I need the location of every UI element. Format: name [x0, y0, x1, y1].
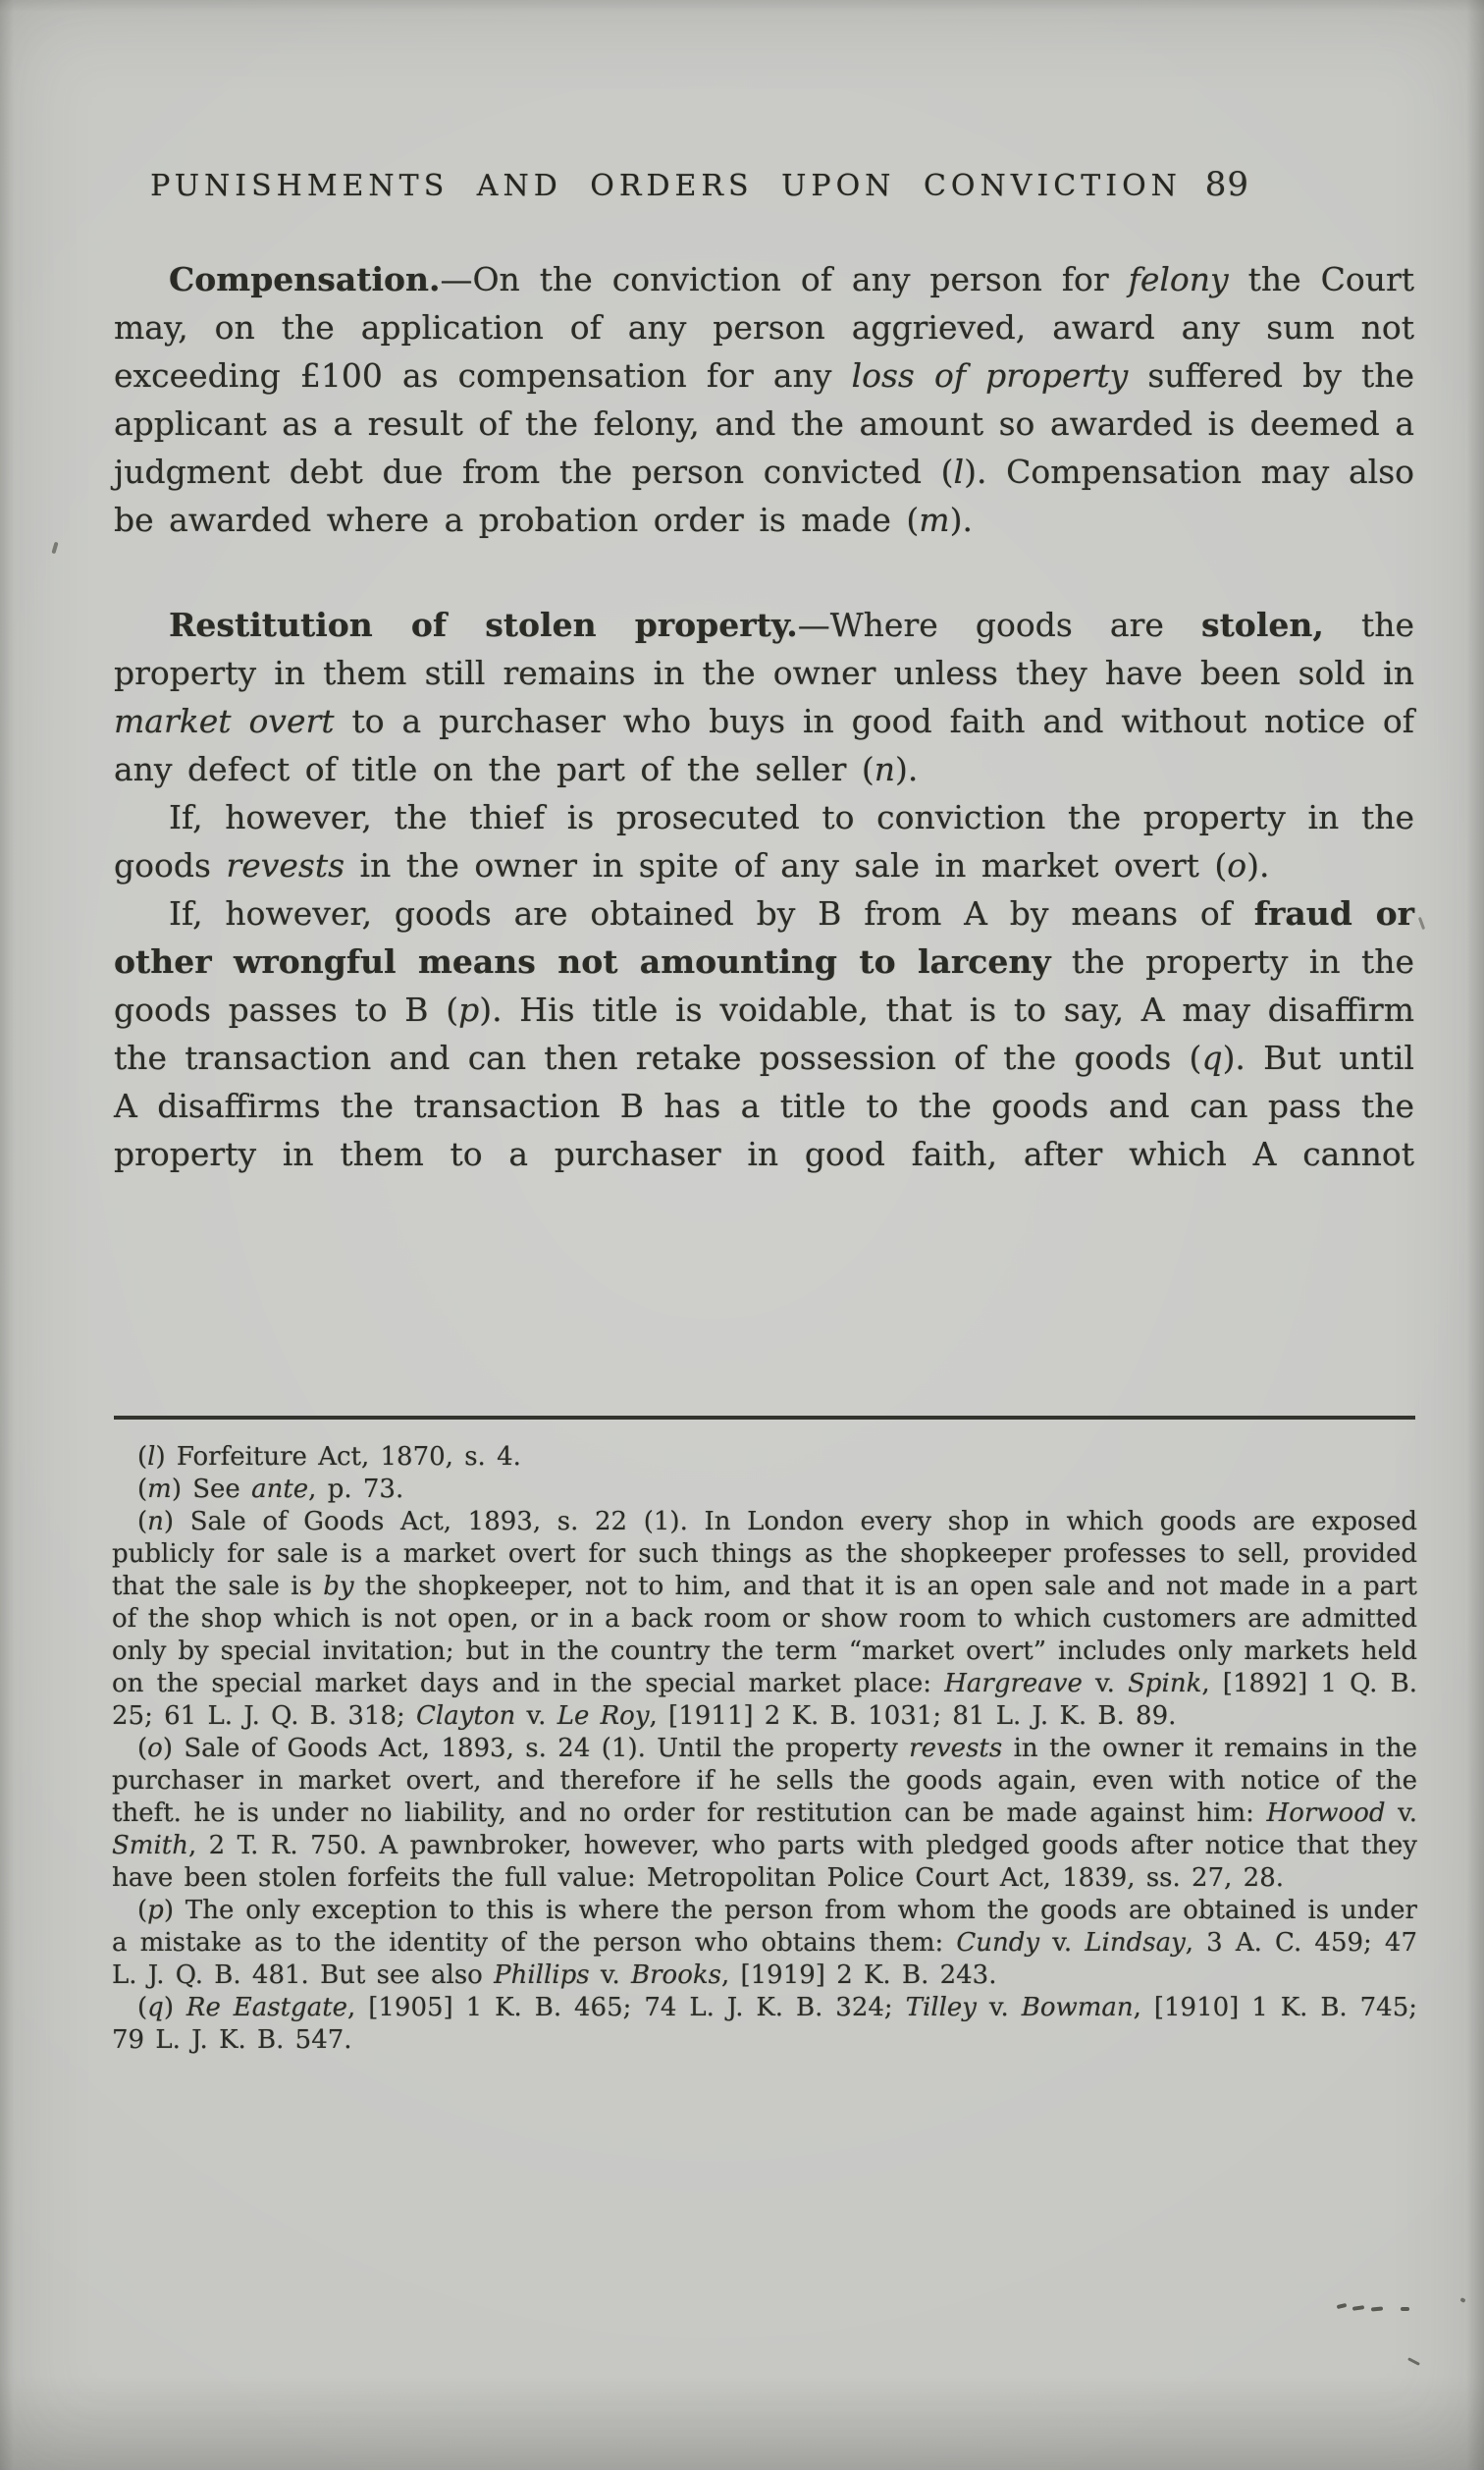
- text-run: , p. 73.: [308, 1475, 404, 1504]
- text-run: —Where goods are: [797, 606, 1201, 644]
- text-run: ante: [251, 1475, 309, 1504]
- text-run: Le Roy: [556, 1701, 650, 1731]
- text-run: ) Sale of Goods Act, 1893, s. 22 (1). In London every shop in which goods are exposed publicly for sale is a market overt for such things as the shopkeeper professes to sell, provided that the sale is: [112, 1507, 1417, 1601]
- page-header: [114, 165, 1414, 212]
- text-run: (: [137, 1475, 148, 1504]
- footnote: [112, 1733, 1417, 1895]
- text-run: v.: [515, 1701, 557, 1731]
- text-run: ): [163, 1993, 186, 2022]
- text-run: Tilley: [905, 1993, 977, 2022]
- text-run: v.: [1082, 1669, 1129, 1698]
- text-run: If, however, the thief is prosecuted to conviction the property in the goods: [114, 798, 1414, 885]
- text-run: (: [137, 1442, 148, 1472]
- footnotes: [112, 1441, 1417, 2057]
- text-run: Cundy: [956, 1928, 1040, 1958]
- text-run: v.: [1039, 1928, 1086, 1958]
- text-run: Lindsay: [1085, 1928, 1186, 1958]
- scan-speck: [1407, 2357, 1420, 2366]
- text-run: Horwood: [1266, 1799, 1386, 1828]
- text-run: Phillips: [494, 1960, 590, 1990]
- text-run: (: [137, 1896, 148, 1925]
- text-run: o: [1227, 846, 1247, 885]
- body-paragraph: [114, 793, 1414, 889]
- text-run: suffered by the applicant as a result of the felony, and the amount so awarded is deemed a judgment debt due from the person convicted (: [114, 356, 1414, 491]
- text-run: ) Sale of Goods Act, 1893, s. 24 (1). Until the property: [162, 1734, 910, 1763]
- text-run: , [1905] 1 K. B. 465; 74 L. J. K. B. 324;: [347, 1993, 906, 2022]
- text-run: , 3 A. C. 459; 47 L. J. Q. B. 481. But see also: [112, 1928, 1418, 1990]
- scan-speck: [1352, 2305, 1364, 2311]
- text-run: q: [147, 1993, 164, 2022]
- text-run: to a purchaser who buys in good faith and without notice of any defect of title on the part of the seller (: [114, 702, 1414, 788]
- text-run: ) Forfeiture Act, 1870, s. 4.: [155, 1442, 521, 1472]
- text-run: market overt: [114, 702, 335, 740]
- text-run: v.: [977, 1993, 1022, 2022]
- text-run: the shopkeeper, not to him, and that it is an open sale and not made in a part of the shop which is not open, or in a back room or show room to which customers are admitted only by special invitation; but in the country the term “market overt” includes only markets held on the special market days and in the special market place:: [112, 1572, 1417, 1698]
- text-run: ). His title is voidable, that is to say, A may disaffirm the transaction and can then retake possession of the goods (: [114, 991, 1415, 1077]
- text-run: If, however, goods are obtained by B from A by means of: [169, 894, 1254, 933]
- text-run: the property in them still remains in the owner unless they have been sold in: [114, 606, 1414, 692]
- text-run: p: [147, 1896, 164, 1925]
- scan-speck: [1401, 2307, 1409, 2311]
- text-run: o: [147, 1734, 163, 1763]
- scan-speck: [51, 542, 58, 555]
- footnote: [112, 1506, 1417, 1733]
- text-run: Smith: [112, 1831, 188, 1860]
- text-run: ).: [1246, 846, 1270, 885]
- body-paragraph: [114, 601, 1414, 793]
- body-paragraph: [114, 255, 1414, 544]
- text-run: m: [919, 501, 950, 539]
- footnote: [112, 1474, 1417, 1506]
- page-number: 89: [1204, 165, 1249, 204]
- text-run: by: [323, 1572, 354, 1601]
- text-run: stolen,: [1200, 606, 1324, 644]
- footnote: [112, 1895, 1417, 1992]
- scan-speck: [1371, 2306, 1383, 2311]
- text-run: ).: [949, 501, 973, 539]
- text-run: ). But until A disaffirms the transaction B has a title to the goods and can pass the property in them to a purchaser in good faith, after which A cannot: [114, 1039, 1414, 1173]
- text-run: in the owner in spite of any sale in market overt (: [344, 846, 1228, 885]
- text-run: Bowman: [1021, 1993, 1134, 2022]
- text-run: fraud or other wrongful means not amounting to larceny: [114, 894, 1414, 981]
- text-run: v.: [1385, 1799, 1417, 1828]
- footnote: [112, 1992, 1417, 2057]
- text-run: n: [874, 750, 895, 788]
- body-paragraph: [114, 889, 1414, 1178]
- footnote: [112, 1441, 1417, 1474]
- text-run: revests: [909, 1734, 1003, 1763]
- text-run: ).: [895, 750, 919, 788]
- text-run: Hargreave: [944, 1669, 1083, 1698]
- text-run: n: [147, 1507, 164, 1536]
- text-run: v.: [589, 1960, 631, 1990]
- text-run: Spink: [1128, 1669, 1202, 1698]
- text-run: q: [1201, 1039, 1223, 1077]
- text-run: , [1911] 2 K. B. 1031; 81 L. J. K. B. 89.: [649, 1701, 1177, 1731]
- text-run: loss of property: [851, 356, 1129, 395]
- text-run: p: [458, 991, 480, 1029]
- text-run: the Court may, on the application of any person aggrieved, award any sum not exceeding £100 as compensation for any: [114, 260, 1414, 395]
- text-run: l: [953, 453, 965, 491]
- scan-speck: [1459, 2297, 1465, 2303]
- text-run: in the owner it remains in the purchaser in market overt, and therefore if he sells the goods again, even with notice of the theft. he is under no liability, and no order for restitution can be made against him:: [112, 1734, 1417, 1828]
- text-run: , [1919] 2 K. B. 243.: [720, 1960, 997, 1990]
- text-run: Compensation.: [169, 260, 441, 298]
- text-run: , 2 T. R. 750. A pawnbroker, however, who parts with pledged goods after notice that they have been stolen forfeits the full value: Metropolitan Police Court Act, 1839, ss. 27, 28.: [112, 1831, 1417, 1893]
- text-run: Clayton: [416, 1701, 516, 1731]
- running-head: PUNISHMENTS AND ORDERS UPON CONVICTION: [150, 169, 1182, 203]
- text-run: (: [137, 1993, 148, 2022]
- text-run: , [1892] 1 Q. B. 25; 61 L. J. Q. B. 318;: [112, 1669, 1417, 1731]
- text-run: ) The only exception to this is where the person from whom the goods are obtained is under a mistake as to the identity of the person who obtains them:: [112, 1896, 1417, 1958]
- text-run: ) See: [171, 1475, 252, 1504]
- body-text: [114, 255, 1414, 1178]
- footnote-divider: [114, 1416, 1415, 1420]
- text-run: m: [147, 1475, 172, 1504]
- text-run: ). Compensation may also be awarded where a probation order is made (: [114, 453, 1414, 539]
- text-run: (: [137, 1507, 148, 1536]
- text-run: (: [137, 1734, 148, 1763]
- scan-speck: [1418, 917, 1425, 930]
- text-run: Re Eastgate: [186, 1993, 348, 2022]
- scan-speck: [1337, 2303, 1348, 2309]
- text-run: l: [147, 1442, 156, 1472]
- text-run: the property in the goods passes to B (: [114, 942, 1414, 1029]
- text-run: revests: [226, 846, 345, 885]
- text-run: —On the conviction of any person for: [440, 260, 1129, 298]
- text-run: felony: [1128, 260, 1229, 298]
- text-run: Brooks: [631, 1960, 721, 1990]
- text-run: Restitution of stolen property.: [169, 606, 798, 644]
- text-run: , [1910] 1 K. B. 745; 79 L. J. K. B. 547.: [112, 1993, 1418, 2055]
